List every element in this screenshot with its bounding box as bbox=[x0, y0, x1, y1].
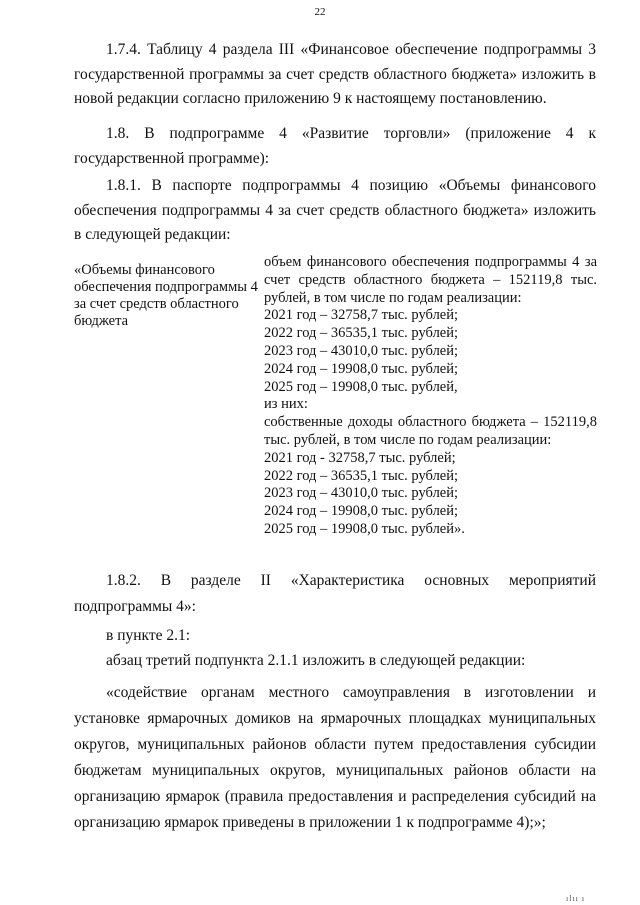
year-line: 2024 год – 19908,0 тыс. рублей; bbox=[264, 360, 459, 377]
own-income-text: собственные доходы областного бюджета – 152119,8 тыс. рублей, в том числе по годам реализации: bbox=[264, 414, 597, 448]
year-line: 2022 год – 36535,1 тыс. рублей; bbox=[264, 467, 459, 484]
passport-left-cell: «Объемы финансового обеспечения подпрограммы 4 за счет средств областного бюджета bbox=[74, 262, 258, 329]
paragraph-item-2-1: в пункте 2.1: bbox=[106, 627, 191, 644]
paragraph-quote: «содействие органам местного самоуправления в изготовлении и установке ярмарочных домиков на ярмарочных площадках муниципальных округов, муниципальных районов области путем предоставления субсидии бюджетам муниципальных округов, муниципальных районов области на организацию ярмарок (правила предоставления и распределения субсидий на организацию ярмарок приведены в приложении 1 к подпрограмме 4);»; bbox=[74, 684, 596, 831]
paragraph-abzac: абзац третий подпункта 2.1.1 изложить в следующей редакции: bbox=[106, 652, 526, 669]
passport-intro: объем финансового обеспечения подпрограммы 4 за счет средств областного бюджета – 152119,8 тыс. рублей, в том числе по годам реализации: bbox=[264, 254, 597, 306]
year-line: 2023 год – 43010,0 тыс. рублей; bbox=[264, 342, 459, 359]
year-line: 2025 год – 19908,0 тыс. рублей». bbox=[264, 520, 465, 537]
year-line: 2021 год – 32758,7 тыс. рублей; bbox=[264, 307, 459, 324]
year-line: 2023 год – 43010,0 тыс. рублей; bbox=[264, 485, 459, 502]
year-line: 2022 год – 36535,1 тыс. рублей; bbox=[264, 325, 459, 342]
paragraph-1-8-1: 1.8.1. В паспорте подпрограммы 4 позицию «Объемы финансового обеспечения подпрограммы 4 за счет средств областного бюджета» изложить в следующей редакции: bbox=[74, 177, 596, 243]
passport-right-cell bbox=[264, 254, 597, 539]
paragraph-1-8: 1.8. В подпрограмме 4 «Развитие торговли» (приложение 4 к государственной программе): bbox=[74, 125, 596, 167]
year-line: 2025 год – 19908,0 тыс. рублей, bbox=[264, 378, 458, 395]
footer-marks: ılıı ı bbox=[566, 894, 586, 903]
paragraph-1-7-4: 1.7.4. Таблицу 4 раздела III «Финансовое обеспечение подпрограммы 3 государственной программы за счет средств областного бюджета» изложить в новой редакции согласно приложению 9 к настоящему постановлению. bbox=[74, 41, 596, 107]
paragraph-1-8-2: 1.8.2. В разделе II «Характеристика основных мероприятий подпрограммы 4»: bbox=[74, 572, 596, 615]
year-line: 2021 год - 32758,7 тыс. рублей; bbox=[264, 449, 456, 466]
year-line: 2024 год – 19908,0 тыс. рублей; bbox=[264, 503, 459, 520]
page-number: 22 bbox=[314, 6, 326, 18]
of-them-label: из них: bbox=[264, 396, 308, 413]
